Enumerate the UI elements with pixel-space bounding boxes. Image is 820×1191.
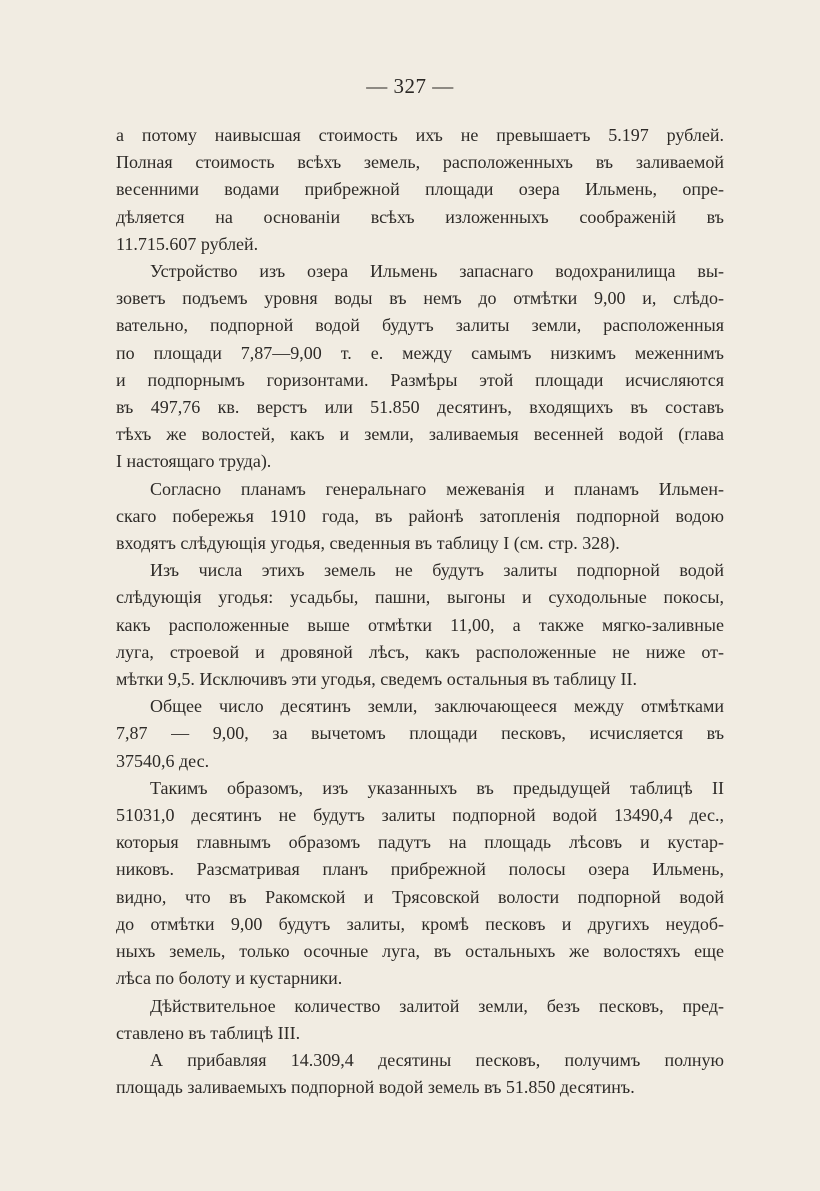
text-line: какъ расположенные выше отмѣтки 11,00, а также мягко-заливные [116, 614, 724, 635]
text-line: 7,87 — 9,00, за вычетомъ площади песковъ, исчисляется въ [116, 723, 724, 744]
text-line: Согласно планамъ генеральнаго межеванія и планамъ Ильмен- [150, 478, 724, 499]
paragraph [116, 775, 724, 993]
paragraph [116, 1047, 724, 1101]
paragraph [116, 693, 724, 775]
paragraph [116, 993, 724, 1047]
text-line: а потому наивысшая стоимость ихъ не превышаетъ 5.197 рублей. [116, 125, 724, 145]
text-line: площадь заливаемыхъ подпорной водой земель въ 51.850 десятинъ. [116, 1077, 635, 1098]
text-line: А прибавляя 14.309,4 десятины песковъ, получимъ полную [150, 1049, 724, 1070]
paragraph [116, 557, 724, 693]
text-line: ставлено въ таблицѣ III. [116, 1022, 301, 1043]
text-line: I настоящаго труда). [116, 451, 272, 472]
text-line: и подпорнымъ горизонтами. Размѣры этой площади исчисляются [116, 369, 724, 390]
text-line: ныхъ земель, только осочные луга, въ остальныхъ же волостяхъ еще [116, 941, 724, 962]
text-line: вательно, подпорной водой будутъ залиты земли, расположенныя [116, 315, 724, 336]
text-line: тѣхъ же волостей, какъ и земли, заливаемыя весенней водой (глава [116, 424, 724, 445]
text-line: Дѣйствительное количество залитой земли, безъ песковъ, пред- [150, 995, 724, 1016]
body-text [116, 122, 724, 1101]
text-line: скаго побережья 1910 года, въ районѣ затопленія подпорной водою [116, 505, 724, 526]
text-line: слѣдующія угодья: усадьбы, пашни, выгоны и суходольные покосы, [116, 587, 724, 608]
text-line: 51031,0 десятинъ не будутъ залиты подпорной водой 13490,4 дес., [116, 805, 724, 826]
paragraph [116, 476, 724, 558]
text-line: Полная стоимость всѣхъ земель, расположенныхъ въ заливаемой [116, 152, 724, 173]
paragraph [116, 122, 724, 258]
text-line: мѣтки 9,5. Исключивъ эти угодья, сведемъ остальныя въ таблицу II. [116, 669, 637, 690]
text-line: видно, что въ Ракомской и Трясовской волости подпорной водой [116, 886, 724, 907]
text-line: Устройство изъ озера Ильмень запаснаго водохранилища вы- [150, 261, 724, 282]
text-line: дѣляется на основаніи всѣхъ изложенныхъ соображеній въ [116, 206, 724, 227]
text-line: 37540,6 дес. [116, 750, 210, 771]
text-line: въ 497,76 кв. верстъ или 51.850 десятинъ, входящихъ въ составъ [116, 397, 724, 418]
text-line: лѣса по болоту и кустарники. [116, 968, 343, 989]
text-line: Общее число десятинъ земли, заключающееся между отмѣтками [150, 696, 724, 717]
text-line: луга, строевой и дровяной лѣсъ, какъ расположенные не ниже от- [116, 641, 724, 662]
paragraph [116, 258, 724, 476]
text-line: которыя главнымъ образомъ падутъ на площадь лѣсовъ и кустар- [116, 832, 724, 853]
text-line: входятъ слѣдующія угодья, сведенныя въ таблицу I (см. стр. 328). [116, 533, 620, 554]
text-line: никовъ. Разсматривая планъ прибрежной полосы озера Ильмень, [116, 859, 724, 880]
text-line: зоветъ подъемъ уровня воды въ немъ до отмѣтки 9,00 и, слѣдо- [116, 288, 724, 309]
text-line: по площади 7,87—9,00 т. е. между самымъ низкимъ меженнимъ [116, 342, 724, 363]
page-number: — 327 — [366, 74, 454, 98]
text-line: Такимъ образомъ, изъ указанныхъ въ предыдущей таблицѣ II [150, 777, 724, 798]
text-line: до отмѣтки 9,00 будутъ залиты, кромѣ песковъ и другихъ неудоб- [116, 913, 724, 934]
text-line: весенними водами прибрежной площади озера Ильмень, опре- [116, 179, 724, 200]
text-line: 11.715.607 рублей. [116, 233, 259, 254]
text-line: Изъ числа этихъ земель не будутъ залиты подпорной водой [150, 560, 724, 581]
